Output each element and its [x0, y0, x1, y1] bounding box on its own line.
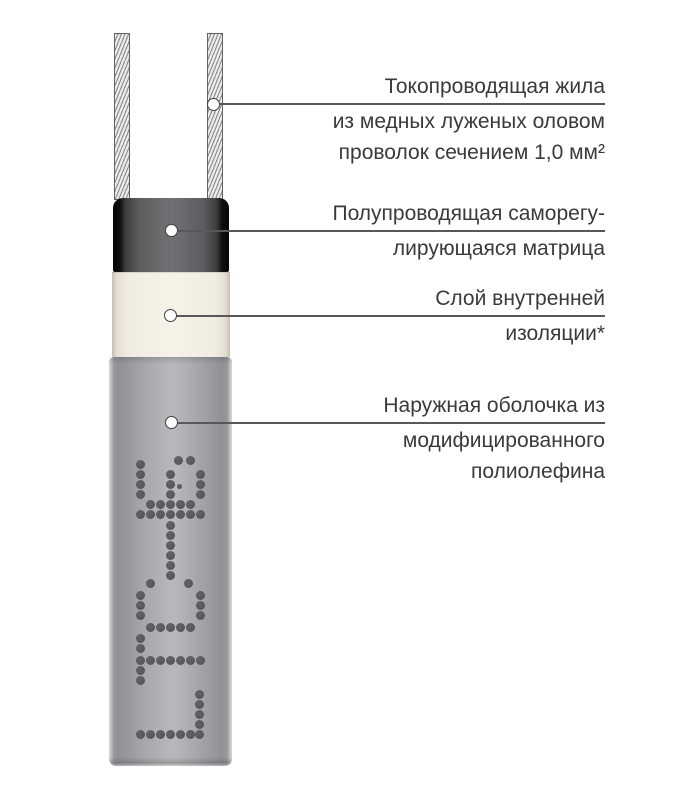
callout-marker-insulation [164, 309, 177, 322]
callout-marker-matrix [165, 224, 178, 237]
label-sheath-detail-line2: полиолефина [470, 460, 605, 483]
left-conductor-wire [114, 33, 130, 200]
label-insulation-detail-line1: изоляции* [505, 322, 605, 345]
label-matrix-detail-line1: лирующаяся матрица [392, 237, 605, 260]
label-matrix-title: Полупроводящая саморегу- [332, 202, 605, 225]
label-sheath-detail [403, 425, 605, 487]
callout-line-insulation [171, 315, 605, 317]
callout-marker-sheath [165, 416, 178, 429]
label-insulation-title: Слой внутренней [435, 287, 605, 310]
callout-marker-conductor [207, 98, 220, 111]
label-conductor-detail-line2: проволок сечением 1,0 мм² [338, 141, 605, 164]
label-conductor-title: Токопроводящая жила [384, 75, 605, 98]
callout-line-sheath [172, 422, 605, 424]
callout-line-conductor [214, 103, 605, 105]
label-conductor-detail [333, 106, 605, 168]
label-sheath-title: Наружная оболочка из [383, 394, 605, 417]
label-sheath-detail-line1: модифицированного [402, 429, 605, 452]
label-matrix-detail [393, 233, 605, 264]
callout-line-matrix [172, 230, 605, 232]
label-conductor-detail-line1: из медных луженых оловом [332, 110, 605, 133]
right-conductor-wire [207, 33, 223, 200]
label-insulation-detail [505, 318, 605, 349]
